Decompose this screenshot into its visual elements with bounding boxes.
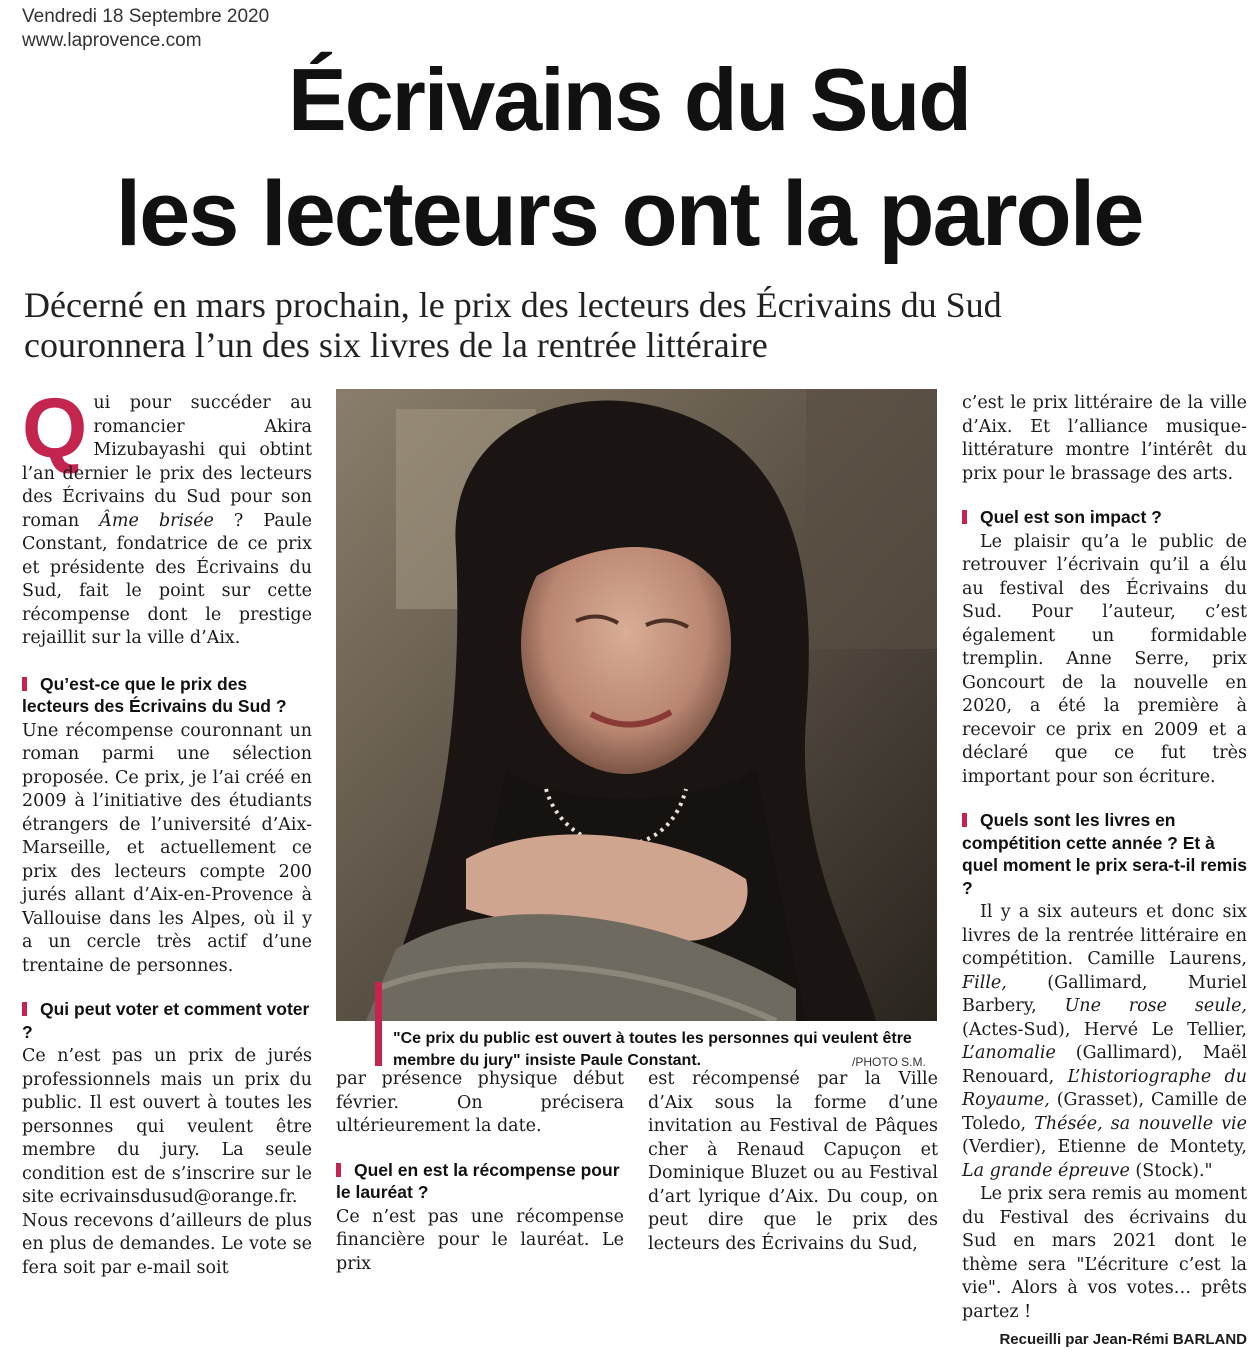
article-column-3 [648,1068,938,1256]
drop-cap: Q [22,381,88,475]
answer-4: Le plaisir qu’a le public de retrouver l’écrivain qu’il a élu au festival des Écrivains du Sud. Pour l’auteur, c’est également un formidable tremplin. Anne Serre, prix Goncourt de la nouvelle en 2020, a été la première à recevoir ce prix en 2009 et a déclaré que ce fut très important pour son écriture. [962,531,1247,787]
question-1: Qu’est-ce que le prix des lecteurs des Écrivains du Sud ? [22,673,312,718]
intro-text-end: ? Paule Constant, fondatrice de ce prix et présidente des Écrivains du Sud, fait le point sur cette récompense dont le prestige rejaillit sur la ville d’Aix. [22,510,312,648]
answer-2-part-1: Ce n’est pas un prix de jurés professionnels mais un prix du public. Il est ouvert à toutes les personnes qui veulent être membre du jury. La seule condition est de s’inscrire sur le site ecrivainsdusud@orange.fr. [22,1046,312,1207]
answer-5-part-2: Le prix sera remis au moment du Festival des écrivains du Sud en mars 2021 dont le thème sera "L’écriture c’est la vie". Alors à vos votes… prêts partez ! [962,1184,1247,1322]
intro-book-title: Âme brisée [99,510,214,531]
photo-credit: /PHOTO S.M. [852,1055,926,1069]
article-column-2 [336,1068,624,1276]
portrait-photo [336,389,937,1021]
answer-2-part-2: Nous recevons d’ailleurs de plus en plus de demandes. Le vote se fera soit par e-mail soit [22,1210,312,1278]
deck-line-2: couronnera l’un des six livres de la rentrée littéraire [24,325,768,365]
article-column-4 [962,392,1247,1352]
question-5: Quels sont les livres en compétition cette année ? Et à quel moment le prix sera-t-il remis ? [962,810,1247,898]
intro-text: ui pour succéder au romancier Akira Mizubayashi qui obtint l’an dernier le prix des lecteurs des Écrivains du Sud pour son roman [22,393,312,531]
answer-3-part-2: est récompensé par la Ville d’Aix sous la forme d’une invitation au Festival de Pâques cher à Renaud Capuçon et Dominique Bluzet ou au Festival d’art lyrique d’Aix. Du coup, on peut dire que le prix des lecteurs des Écrivains du Sud, [648,1069,938,1254]
caption-accent-bar [375,982,382,1066]
portrait-illustration [336,389,937,1021]
answer-5-text: (Verdier), Etienne de Montety, [962,1137,1247,1157]
byline: Recueilli par Jean-Rémi BARLAND [999,1331,1247,1348]
answer-5-text: (Gallimard, Muriel Barbery, [962,972,1247,1016]
answer-5-part-1 [962,901,1247,1183]
article-column-1 [22,381,312,1280]
dateline: Vendredi 18 Septembre 2020 [22,6,270,27]
intro-paragraph [22,381,312,651]
answer-3-part-1: Ce n’est pas une récompense financière pour le lauréat. Le prix [336,1206,624,1274]
photo-caption: "Ce prix du public est ouvert à toutes les personnes qui veulent être membre du jury" insiste Paule Constant. [393,1030,912,1069]
headline-line-1: Écrivains du Sud [288,50,970,149]
answer-5-text: (Grasset), Camille de Toledo, [962,1090,1247,1134]
book-title: L’historiographe du Royaume, [962,1066,1247,1110]
answer-5-text: (Stock)." [1129,1160,1213,1181]
answer-5-text: (Actes-Sud), Hervé Le Tellier, [962,1019,1247,1040]
deck-line-1: Décerné en mars prochain, le prix des lecteurs des Écrivains du Sud [24,285,1002,325]
book-title: L’anomalie [962,1043,1056,1063]
website-url: www.laprovence.com [22,30,202,51]
answer-1: Une récompense couronnant un roman parmi une sélection proposée. Ce prix, je l’ai créé en 2009 à l’initiative des étudiants étrangers de l’université d’Aix-Marseille, et actuellement ce prix des lecteurs compte 200 jurés allant d’Aix-en-Provence à Vallouise dans les Alpes, où il y a un cercle très actif d’une trentaine de personnes. [22,720,312,976]
book-title: Thésée, sa nouvelle vie [1034,1113,1247,1134]
answer-3-part-3: c’est le prix littéraire de la ville d’Aix. Et l’alliance musique-littérature montre l’intérêt du prix pour le brassage des arts. [962,393,1247,484]
question-2: Qui peut voter et comment voter ? [22,998,312,1043]
book-title: Fille, [962,972,1007,993]
answer-2-part-3: par présence physique début février. On précisera ultérieurement la date. [336,1069,624,1136]
answer-5-text: (Gallimard), Maël Renouard, [962,1043,1247,1087]
answer-5-text: Il y a six auteurs et donc six livres de la rentrée littéraire en compétition. Camille Laurens, [962,902,1247,969]
book-title: Une rose seule, [1064,996,1247,1016]
question-3: Quel en est la récompense pour le lauréat ? [336,1159,624,1204]
headline-line-2: les lecteurs ont la parole [115,163,1143,265]
book-title: La grande épreuve [962,1160,1130,1181]
question-4: Quel est son impact ? [962,506,1247,529]
